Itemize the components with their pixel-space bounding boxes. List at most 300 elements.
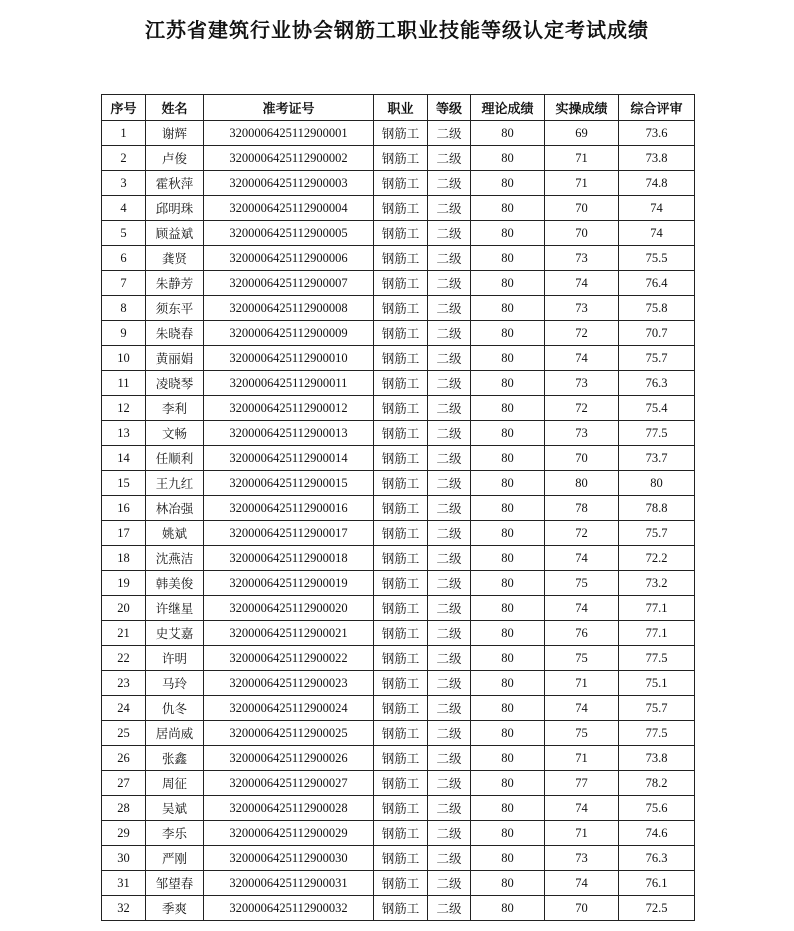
score-table bbox=[101, 94, 695, 921]
cell-name: 周征 bbox=[146, 771, 204, 796]
table-row bbox=[102, 446, 695, 471]
cell-level: 二级 bbox=[428, 771, 471, 796]
cell-theory-score: 80 bbox=[471, 571, 545, 596]
cell-practical-score: 76 bbox=[545, 621, 619, 646]
cell-name: 谢辉 bbox=[146, 121, 204, 146]
cell-occupation: 钢筋工 bbox=[374, 646, 428, 671]
cell-cert-no: 3200006425112900027 bbox=[204, 771, 374, 796]
cell-occupation: 钢筋工 bbox=[374, 496, 428, 521]
cell-seq: 30 bbox=[102, 846, 146, 871]
cell-overall-score: 76.4 bbox=[619, 271, 695, 296]
cell-occupation: 钢筋工 bbox=[374, 521, 428, 546]
cell-overall-score: 77.1 bbox=[619, 596, 695, 621]
cell-overall-score: 80 bbox=[619, 471, 695, 496]
cell-level: 二级 bbox=[428, 871, 471, 896]
cell-name: 林冶强 bbox=[146, 496, 204, 521]
cell-seq: 27 bbox=[102, 771, 146, 796]
cell-level: 二级 bbox=[428, 496, 471, 521]
cell-cert-no: 3200006425112900030 bbox=[204, 846, 374, 871]
cell-name: 沈燕洁 bbox=[146, 546, 204, 571]
table-row bbox=[102, 721, 695, 746]
cell-theory-score: 80 bbox=[471, 396, 545, 421]
cell-theory-score: 80 bbox=[471, 596, 545, 621]
cell-name: 霍秋萍 bbox=[146, 171, 204, 196]
cell-overall-score: 77.5 bbox=[619, 421, 695, 446]
cell-seq: 15 bbox=[102, 471, 146, 496]
cell-practical-score: 70 bbox=[545, 196, 619, 221]
cell-occupation: 钢筋工 bbox=[374, 746, 428, 771]
cell-cert-no: 3200006425112900022 bbox=[204, 646, 374, 671]
cell-overall-score: 78.8 bbox=[619, 496, 695, 521]
cell-level: 二级 bbox=[428, 846, 471, 871]
cell-seq: 1 bbox=[102, 121, 146, 146]
cell-practical-score: 70 bbox=[545, 896, 619, 921]
cell-overall-score: 74 bbox=[619, 221, 695, 246]
table-row bbox=[102, 121, 695, 146]
cell-overall-score: 75.7 bbox=[619, 521, 695, 546]
cell-level: 二级 bbox=[428, 146, 471, 171]
cell-seq: 23 bbox=[102, 671, 146, 696]
table-row bbox=[102, 596, 695, 621]
cell-practical-score: 71 bbox=[545, 146, 619, 171]
cell-seq: 6 bbox=[102, 246, 146, 271]
cell-name: 马玲 bbox=[146, 671, 204, 696]
cell-occupation: 钢筋工 bbox=[374, 371, 428, 396]
cell-cert-no: 3200006425112900032 bbox=[204, 896, 374, 921]
cell-cert-no: 3200006425112900004 bbox=[204, 196, 374, 221]
cell-theory-score: 80 bbox=[471, 271, 545, 296]
cell-level: 二级 bbox=[428, 546, 471, 571]
cell-occupation: 钢筋工 bbox=[374, 771, 428, 796]
cell-overall-score: 73.2 bbox=[619, 571, 695, 596]
table-row bbox=[102, 171, 695, 196]
cell-practical-score: 71 bbox=[545, 171, 619, 196]
cell-practical-score: 75 bbox=[545, 571, 619, 596]
cell-name: 韩美俊 bbox=[146, 571, 204, 596]
cell-overall-score: 75.6 bbox=[619, 796, 695, 821]
cell-occupation: 钢筋工 bbox=[374, 246, 428, 271]
cell-practical-score: 74 bbox=[545, 696, 619, 721]
cell-theory-score: 80 bbox=[471, 771, 545, 796]
cell-overall-score: 75.7 bbox=[619, 346, 695, 371]
cell-seq: 24 bbox=[102, 696, 146, 721]
table-row bbox=[102, 221, 695, 246]
header-occupation: 职业 bbox=[374, 95, 428, 121]
table-row bbox=[102, 696, 695, 721]
table-row bbox=[102, 871, 695, 896]
table-row bbox=[102, 521, 695, 546]
cell-cert-no: 3200006425112900026 bbox=[204, 746, 374, 771]
cell-cert-no: 3200006425112900011 bbox=[204, 371, 374, 396]
cell-overall-score: 77.5 bbox=[619, 646, 695, 671]
cell-seq: 11 bbox=[102, 371, 146, 396]
header-practical-score: 实操成绩 bbox=[545, 95, 619, 121]
header-seq: 序号 bbox=[102, 95, 146, 121]
cell-occupation: 钢筋工 bbox=[374, 271, 428, 296]
cell-occupation: 钢筋工 bbox=[374, 596, 428, 621]
cell-occupation: 钢筋工 bbox=[374, 671, 428, 696]
cell-occupation: 钢筋工 bbox=[374, 196, 428, 221]
cell-practical-score: 74 bbox=[545, 546, 619, 571]
cell-theory-score: 80 bbox=[471, 171, 545, 196]
table-row bbox=[102, 846, 695, 871]
header-cert-no: 准考证号 bbox=[204, 95, 374, 121]
cell-theory-score: 80 bbox=[471, 471, 545, 496]
cell-cert-no: 3200006425112900021 bbox=[204, 621, 374, 646]
cell-occupation: 钢筋工 bbox=[374, 571, 428, 596]
cell-cert-no: 3200006425112900018 bbox=[204, 546, 374, 571]
header-overall-score: 综合评审 bbox=[619, 95, 695, 121]
cell-theory-score: 80 bbox=[471, 796, 545, 821]
cell-seq: 31 bbox=[102, 871, 146, 896]
cell-overall-score: 76.1 bbox=[619, 871, 695, 896]
cell-cert-no: 3200006425112900007 bbox=[204, 271, 374, 296]
cell-overall-score: 72.5 bbox=[619, 896, 695, 921]
cell-seq: 3 bbox=[102, 171, 146, 196]
cell-seq: 18 bbox=[102, 546, 146, 571]
cell-theory-score: 80 bbox=[471, 696, 545, 721]
cell-cert-no: 3200006425112900010 bbox=[204, 346, 374, 371]
cell-level: 二级 bbox=[428, 446, 471, 471]
cell-practical-score: 72 bbox=[545, 396, 619, 421]
cell-level: 二级 bbox=[428, 571, 471, 596]
cell-level: 二级 bbox=[428, 746, 471, 771]
cell-cert-no: 3200006425112900031 bbox=[204, 871, 374, 896]
cell-occupation: 钢筋工 bbox=[374, 846, 428, 871]
cell-occupation: 钢筋工 bbox=[374, 396, 428, 421]
table-row bbox=[102, 296, 695, 321]
cell-name: 吴斌 bbox=[146, 796, 204, 821]
cell-practical-score: 75 bbox=[545, 721, 619, 746]
cell-theory-score: 80 bbox=[471, 446, 545, 471]
cell-occupation: 钢筋工 bbox=[374, 346, 428, 371]
cell-name: 邹望春 bbox=[146, 871, 204, 896]
cell-practical-score: 74 bbox=[545, 871, 619, 896]
cell-occupation: 钢筋工 bbox=[374, 546, 428, 571]
cell-cert-no: 3200006425112900028 bbox=[204, 796, 374, 821]
cell-seq: 29 bbox=[102, 821, 146, 846]
cell-name: 许继星 bbox=[146, 596, 204, 621]
cell-level: 二级 bbox=[428, 646, 471, 671]
cell-practical-score: 70 bbox=[545, 221, 619, 246]
cell-name: 朱静芳 bbox=[146, 271, 204, 296]
cell-seq: 7 bbox=[102, 271, 146, 296]
table-row bbox=[102, 321, 695, 346]
cell-practical-score: 72 bbox=[545, 321, 619, 346]
cell-occupation: 钢筋工 bbox=[374, 796, 428, 821]
table-row bbox=[102, 796, 695, 821]
cell-theory-score: 80 bbox=[471, 346, 545, 371]
cell-overall-score: 75.1 bbox=[619, 671, 695, 696]
cell-name: 姚斌 bbox=[146, 521, 204, 546]
cell-occupation: 钢筋工 bbox=[374, 421, 428, 446]
cell-practical-score: 74 bbox=[545, 346, 619, 371]
cell-level: 二级 bbox=[428, 896, 471, 921]
cell-overall-score: 73.6 bbox=[619, 121, 695, 146]
table-row bbox=[102, 896, 695, 921]
cell-level: 二级 bbox=[428, 471, 471, 496]
cell-cert-no: 3200006425112900002 bbox=[204, 146, 374, 171]
cell-seq: 32 bbox=[102, 896, 146, 921]
cell-cert-no: 3200006425112900023 bbox=[204, 671, 374, 696]
cell-seq: 22 bbox=[102, 646, 146, 671]
table-row bbox=[102, 621, 695, 646]
cell-name: 居尚威 bbox=[146, 721, 204, 746]
cell-overall-score: 72.2 bbox=[619, 546, 695, 571]
cell-cert-no: 3200006425112900003 bbox=[204, 171, 374, 196]
cell-seq: 2 bbox=[102, 146, 146, 171]
cell-level: 二级 bbox=[428, 396, 471, 421]
cell-level: 二级 bbox=[428, 271, 471, 296]
table-row bbox=[102, 746, 695, 771]
table-row bbox=[102, 246, 695, 271]
cell-seq: 14 bbox=[102, 446, 146, 471]
table-row bbox=[102, 396, 695, 421]
cell-name: 王九红 bbox=[146, 471, 204, 496]
cell-level: 二级 bbox=[428, 221, 471, 246]
cell-overall-score: 73.8 bbox=[619, 146, 695, 171]
cell-cert-no: 3200006425112900001 bbox=[204, 121, 374, 146]
cell-cert-no: 3200006425112900020 bbox=[204, 596, 374, 621]
cell-seq: 25 bbox=[102, 721, 146, 746]
cell-theory-score: 80 bbox=[471, 196, 545, 221]
cell-overall-score: 75.5 bbox=[619, 246, 695, 271]
table-row bbox=[102, 371, 695, 396]
cell-cert-no: 3200006425112900014 bbox=[204, 446, 374, 471]
cell-overall-score: 76.3 bbox=[619, 846, 695, 871]
cell-cert-no: 3200006425112900006 bbox=[204, 246, 374, 271]
cell-seq: 20 bbox=[102, 596, 146, 621]
cell-cert-no: 3200006425112900005 bbox=[204, 221, 374, 246]
cell-theory-score: 80 bbox=[471, 646, 545, 671]
cell-theory-score: 80 bbox=[471, 846, 545, 871]
cell-practical-score: 71 bbox=[545, 746, 619, 771]
header-level: 等级 bbox=[428, 95, 471, 121]
cell-cert-no: 3200006425112900019 bbox=[204, 571, 374, 596]
cell-practical-score: 78 bbox=[545, 496, 619, 521]
cell-seq: 10 bbox=[102, 346, 146, 371]
cell-level: 二级 bbox=[428, 371, 471, 396]
cell-overall-score: 73.7 bbox=[619, 446, 695, 471]
cell-seq: 16 bbox=[102, 496, 146, 521]
cell-theory-score: 80 bbox=[471, 246, 545, 271]
cell-practical-score: 74 bbox=[545, 596, 619, 621]
cell-overall-score: 73.8 bbox=[619, 746, 695, 771]
cell-seq: 8 bbox=[102, 296, 146, 321]
table-row bbox=[102, 271, 695, 296]
cell-occupation: 钢筋工 bbox=[374, 321, 428, 346]
cell-name: 仇冬 bbox=[146, 696, 204, 721]
cell-theory-score: 80 bbox=[471, 296, 545, 321]
cell-name: 须东平 bbox=[146, 296, 204, 321]
cell-theory-score: 80 bbox=[471, 146, 545, 171]
cell-seq: 4 bbox=[102, 196, 146, 221]
table-row bbox=[102, 421, 695, 446]
cell-theory-score: 80 bbox=[471, 546, 545, 571]
table-row bbox=[102, 146, 695, 171]
cell-theory-score: 80 bbox=[471, 371, 545, 396]
cell-practical-score: 73 bbox=[545, 846, 619, 871]
cell-overall-score: 74 bbox=[619, 196, 695, 221]
table-header-row bbox=[102, 95, 695, 121]
cell-theory-score: 80 bbox=[471, 896, 545, 921]
cell-cert-no: 3200006425112900015 bbox=[204, 471, 374, 496]
cell-level: 二级 bbox=[428, 321, 471, 346]
table-body bbox=[102, 121, 695, 921]
cell-level: 二级 bbox=[428, 521, 471, 546]
cell-occupation: 钢筋工 bbox=[374, 621, 428, 646]
cell-occupation: 钢筋工 bbox=[374, 471, 428, 496]
cell-name: 凌晓琴 bbox=[146, 371, 204, 396]
cell-practical-score: 71 bbox=[545, 821, 619, 846]
cell-level: 二级 bbox=[428, 671, 471, 696]
cell-practical-score: 74 bbox=[545, 271, 619, 296]
cell-name: 任顺利 bbox=[146, 446, 204, 471]
cell-practical-score: 74 bbox=[545, 796, 619, 821]
cell-theory-score: 80 bbox=[471, 121, 545, 146]
cell-cert-no: 3200006425112900016 bbox=[204, 496, 374, 521]
cell-practical-score: 73 bbox=[545, 371, 619, 396]
cell-occupation: 钢筋工 bbox=[374, 696, 428, 721]
table-row bbox=[102, 496, 695, 521]
table-row bbox=[102, 771, 695, 796]
cell-cert-no: 3200006425112900029 bbox=[204, 821, 374, 846]
cell-name: 顾益斌 bbox=[146, 221, 204, 246]
cell-theory-score: 80 bbox=[471, 621, 545, 646]
cell-practical-score: 73 bbox=[545, 421, 619, 446]
cell-theory-score: 80 bbox=[471, 671, 545, 696]
cell-practical-score: 72 bbox=[545, 521, 619, 546]
cell-name: 严刚 bbox=[146, 846, 204, 871]
cell-occupation: 钢筋工 bbox=[374, 296, 428, 321]
cell-name: 邱明珠 bbox=[146, 196, 204, 221]
cell-seq: 5 bbox=[102, 221, 146, 246]
cell-name: 许明 bbox=[146, 646, 204, 671]
cell-level: 二级 bbox=[428, 121, 471, 146]
cell-name: 季爽 bbox=[146, 896, 204, 921]
cell-level: 二级 bbox=[428, 346, 471, 371]
cell-practical-score: 70 bbox=[545, 446, 619, 471]
cell-occupation: 钢筋工 bbox=[374, 446, 428, 471]
cell-occupation: 钢筋工 bbox=[374, 721, 428, 746]
cell-level: 二级 bbox=[428, 596, 471, 621]
cell-theory-score: 80 bbox=[471, 821, 545, 846]
cell-seq: 12 bbox=[102, 396, 146, 421]
cell-cert-no: 3200006425112900013 bbox=[204, 421, 374, 446]
cell-cert-no: 3200006425112900017 bbox=[204, 521, 374, 546]
table-row bbox=[102, 346, 695, 371]
cell-overall-score: 74.8 bbox=[619, 171, 695, 196]
cell-seq: 19 bbox=[102, 571, 146, 596]
cell-level: 二级 bbox=[428, 246, 471, 271]
cell-cert-no: 3200006425112900009 bbox=[204, 321, 374, 346]
cell-level: 二级 bbox=[428, 171, 471, 196]
cell-overall-score: 76.3 bbox=[619, 371, 695, 396]
cell-name: 文畅 bbox=[146, 421, 204, 446]
table-row bbox=[102, 671, 695, 696]
cell-practical-score: 75 bbox=[545, 646, 619, 671]
cell-occupation: 钢筋工 bbox=[374, 221, 428, 246]
cell-cert-no: 3200006425112900008 bbox=[204, 296, 374, 321]
cell-overall-score: 75.4 bbox=[619, 396, 695, 421]
cell-overall-score: 78.2 bbox=[619, 771, 695, 796]
cell-name: 李利 bbox=[146, 396, 204, 421]
cell-occupation: 钢筋工 bbox=[374, 821, 428, 846]
table-row bbox=[102, 546, 695, 571]
cell-level: 二级 bbox=[428, 421, 471, 446]
cell-name: 卢俊 bbox=[146, 146, 204, 171]
table-row bbox=[102, 571, 695, 596]
header-name: 姓名 bbox=[146, 95, 204, 121]
cell-level: 二级 bbox=[428, 296, 471, 321]
cell-theory-score: 80 bbox=[471, 746, 545, 771]
cell-name: 李乐 bbox=[146, 821, 204, 846]
cell-name: 黄丽娟 bbox=[146, 346, 204, 371]
cell-practical-score: 73 bbox=[545, 296, 619, 321]
cell-level: 二级 bbox=[428, 696, 471, 721]
cell-overall-score: 70.7 bbox=[619, 321, 695, 346]
cell-occupation: 钢筋工 bbox=[374, 896, 428, 921]
cell-name: 龚贤 bbox=[146, 246, 204, 271]
cell-theory-score: 80 bbox=[471, 521, 545, 546]
cell-seq: 9 bbox=[102, 321, 146, 346]
cell-occupation: 钢筋工 bbox=[374, 171, 428, 196]
table-row bbox=[102, 471, 695, 496]
cell-overall-score: 77.5 bbox=[619, 721, 695, 746]
cell-theory-score: 80 bbox=[471, 221, 545, 246]
cell-practical-score: 71 bbox=[545, 671, 619, 696]
cell-name: 朱晓春 bbox=[146, 321, 204, 346]
cell-theory-score: 80 bbox=[471, 321, 545, 346]
cell-seq: 28 bbox=[102, 796, 146, 821]
cell-cert-no: 3200006425112900024 bbox=[204, 696, 374, 721]
cell-occupation: 钢筋工 bbox=[374, 121, 428, 146]
cell-overall-score: 75.7 bbox=[619, 696, 695, 721]
cell-seq: 21 bbox=[102, 621, 146, 646]
cell-name: 张鑫 bbox=[146, 746, 204, 771]
table-row bbox=[102, 646, 695, 671]
cell-level: 二级 bbox=[428, 196, 471, 221]
cell-practical-score: 73 bbox=[545, 246, 619, 271]
cell-occupation: 钢筋工 bbox=[374, 146, 428, 171]
table-row bbox=[102, 196, 695, 221]
cell-practical-score: 77 bbox=[545, 771, 619, 796]
cell-name: 史艾嘉 bbox=[146, 621, 204, 646]
cell-theory-score: 80 bbox=[471, 721, 545, 746]
cell-level: 二级 bbox=[428, 621, 471, 646]
cell-seq: 13 bbox=[102, 421, 146, 446]
cell-seq: 17 bbox=[102, 521, 146, 546]
cell-level: 二级 bbox=[428, 796, 471, 821]
header-theory-score: 理论成绩 bbox=[471, 95, 545, 121]
cell-occupation: 钢筋工 bbox=[374, 871, 428, 896]
cell-theory-score: 80 bbox=[471, 421, 545, 446]
cell-cert-no: 3200006425112900025 bbox=[204, 721, 374, 746]
cell-level: 二级 bbox=[428, 721, 471, 746]
cell-practical-score: 69 bbox=[545, 121, 619, 146]
cell-overall-score: 77.1 bbox=[619, 621, 695, 646]
cell-practical-score: 80 bbox=[545, 471, 619, 496]
cell-overall-score: 74.6 bbox=[619, 821, 695, 846]
cell-overall-score: 75.8 bbox=[619, 296, 695, 321]
page-title: 江苏省建筑行业协会钢筋工职业技能等级认定考试成绩 bbox=[145, 18, 649, 42]
cell-level: 二级 bbox=[428, 821, 471, 846]
cell-seq: 26 bbox=[102, 746, 146, 771]
table-row bbox=[102, 821, 695, 846]
cell-theory-score: 80 bbox=[471, 496, 545, 521]
cell-theory-score: 80 bbox=[471, 871, 545, 896]
cell-cert-no: 3200006425112900012 bbox=[204, 396, 374, 421]
